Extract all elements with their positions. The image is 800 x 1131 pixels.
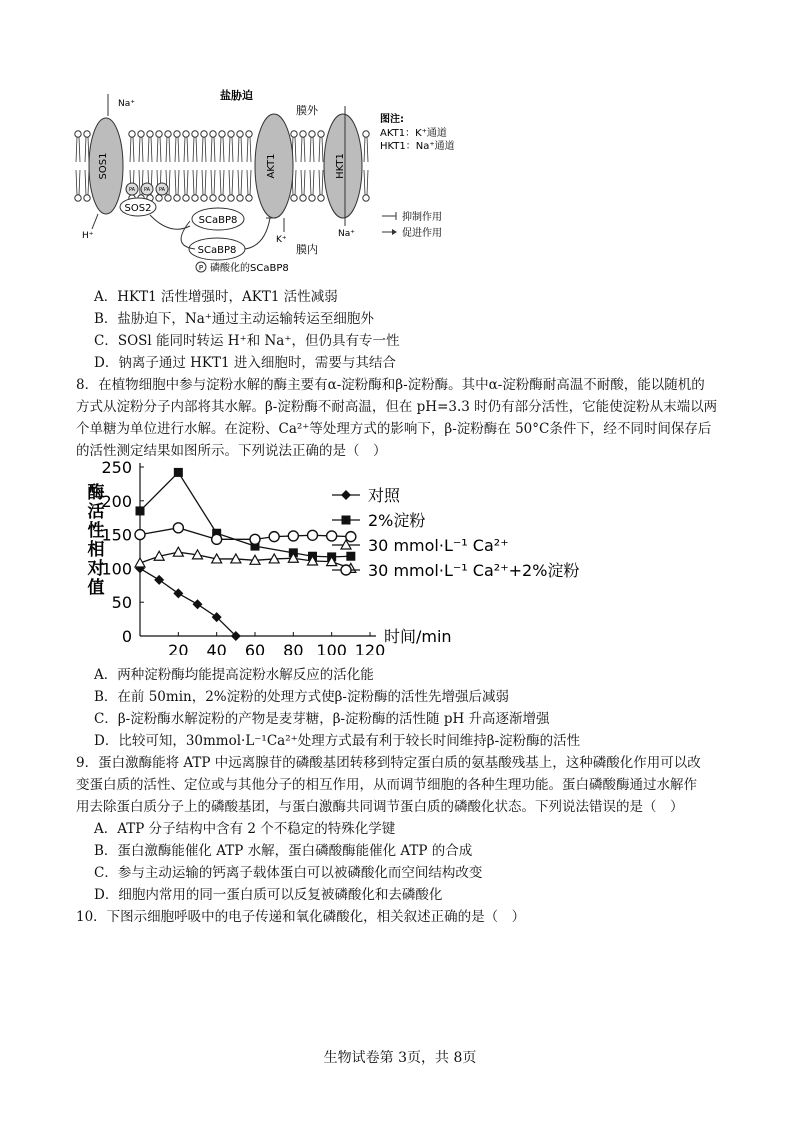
y-axis-label-char: 活 [87,502,105,522]
data-point [346,552,355,561]
q9-line-1: 9．蛋白激酶能将 ATP 中远离腺苷的磷酸基团转移到特定蛋白质的氨基酸残基上，这种磷酸化作用可以改 [76,755,701,771]
q10-stem: 10．下图示细胞呼吸中的电子传递和氧化磷酸化，相关叙述正确的是（ ） [76,909,526,925]
q8-option-d: D．比较可知，30mmol·L⁻¹Ca²⁺处理方式最有利于较长时间维持β-淀粉酶的活性 [94,733,581,749]
svg-text:Na⁺: Na⁺ [118,99,135,109]
legend-label: 对照 [368,486,401,505]
x-tick-label: 40 [206,641,227,655]
akt1-label: AKT1 [266,153,277,179]
series-line [140,528,351,539]
q8-line-2: 方式从淀粉分子内部将其水解。β-淀粉酶不耐高温，但在 pH=3.3 时仍有部分活性，它能使淀粉从末端以两 [76,399,718,415]
q9-line-2: 变蛋白质的活性、定位或与其他分子的相互作用，从而调节细胞的各种生理功能。蛋白磷酸酶通过水解作 [76,777,697,793]
series-line [140,568,236,636]
q9-line-3: 用去除蛋白质分子上的磷酸基团，与蛋白激酶共同调节蛋白质的磷酸化状态。下列说法错误的是（ ） [76,799,684,815]
x-tick-label: 120 [354,641,386,655]
data-point [327,531,337,541]
data-point [135,530,145,540]
x-tick-label: 60 [244,641,266,655]
legend-label: 30 mmol·L⁻¹ Ca²⁺ [368,536,509,555]
svg-text:H⁺: H⁺ [82,231,94,241]
phos-label: 磷酸化的SCaBP8 [210,263,289,274]
svg-text:SOS2: SOS2 [124,203,152,214]
svg-text:SCaBP8: SCaBP8 [198,215,238,226]
q7-option-d: D．钠离子通过 HKT1 进入细胞时，需要与其结合 [94,355,396,371]
y-tick-label: 0 [121,627,132,646]
q8-line-3: 个单糖为单位进行水解。在淀粉、Ca²⁺等处理方式的影响下，β-淀粉酶在 50°C条件下，经不同时间保存后 [76,421,712,437]
svg-text:图注:: 图注: [380,114,404,125]
q7-option-c: C．SOSl 能同时转运 H⁺和 Na⁺，但仍具有专一性 [94,333,400,349]
data-point [212,534,222,544]
svg-text:K⁺: K⁺ [276,235,287,245]
data-point [173,547,183,556]
svg-text:PA: PA [143,187,151,193]
q8-option-b: B．在前 50min，2%淀粉的处理方式使β-淀粉酶的活性先增强后减弱 [94,689,509,705]
y-tick-label: 50 [111,593,132,613]
page-footer: 生物试卷第 3页，共 8页 [323,1050,477,1066]
x-tick-label: 100 [316,641,347,655]
hkt1-label: HKT1 [335,153,346,179]
series-line [140,472,351,557]
q9-option-a: A．ATP 分子结构中含有 2 个不稳定的特殊化学键 [94,821,396,837]
data-point [288,531,298,541]
data-point [173,523,183,533]
data-point [269,532,279,542]
svg-text:PA: PA [128,187,136,193]
membrane-diagram [70,86,490,281]
q9-option-b: B．蛋白激酶能催化 ATP 水解，蛋白磷酸酶能催化 ATP 的合成 [94,843,473,859]
svg-text:SCaBP8: SCaBP8 [197,245,237,256]
svg-text:促进作用: 促进作用 [402,228,442,239]
sos1-label: SOS1 [98,152,109,180]
data-point [346,532,356,542]
svg-text:膜外: 膜外 [296,104,318,117]
svg-text:抑制作用: 抑制作用 [402,212,442,223]
y-axis-label-char: 相 [87,540,105,560]
svg-text:AKT1：K⁺通道: AKT1：K⁺通道 [380,128,447,139]
data-point [174,468,183,477]
y-tick-label: 150 [101,525,132,545]
series-line [140,552,351,568]
data-point [136,506,145,515]
data-point [250,534,260,544]
q8-line-1: 8．在植物细胞中参与淀粉水解的酶主要有α-淀粉酶和β-淀粉酶。其中α-淀粉酶耐高温不耐酸，能以随机的 [76,377,705,393]
q8-option-a: A．两种淀粉酶均能提高淀粉水解反应的活化能 [94,667,374,683]
enzyme-activity-chart [70,455,590,655]
data-point [173,588,183,598]
data-point [135,558,145,567]
legend-label: 2%淀粉 [368,511,426,530]
diagram-title: 盐胁迫 [220,89,253,102]
svg-text:HKT1：Na⁺通道: HKT1：Na⁺通道 [380,141,455,152]
x-tick-label: 80 [283,641,304,655]
q9-option-c: C．参与主动运输的钙离子载体蛋白可以被磷酸化而空间结构改变 [94,865,483,881]
y-tick-label: 250 [101,458,132,477]
x-axis-label: 时间/min [384,627,452,646]
data-point [193,599,203,609]
q8-line-4: 的活性测定结果如图所示。下列说法正确的是（ ） [76,443,387,459]
y-tick-label: 200 [101,491,132,511]
y-axis-label-char: 性 [87,521,105,541]
svg-text:Na⁺: Na⁺ [338,229,355,239]
x-tick-label: 20 [168,641,189,655]
y-axis-label-char: 酶 [87,483,105,503]
q8-option-c: C．β-淀粉酶水解淀粉的产物是麦芽糖，β-淀粉酶的活性随 pH 升高逐渐增强 [94,711,550,727]
legend-marker [342,516,351,525]
legend-label: 30 mmol·L⁻¹ Ca²⁺+2%淀粉 [368,561,580,580]
y-tick-label: 100 [101,559,132,579]
svg-text:膜内: 膜内 [296,243,318,256]
y-axis-label-char: 对 [87,559,105,579]
legend-marker [341,565,351,575]
y-axis-label-char: 值 [87,578,105,598]
svg-text:PA: PA [158,187,166,193]
legend-marker [341,490,351,500]
q9-option-d: D．细胞内常用的同一蛋白质可以反复被磷酸化和去磷酸化 [94,887,443,903]
q7-option-b: B．盐胁迫下，Na⁺通过主动运输转运至细胞外 [94,311,374,327]
data-point [154,575,164,585]
q7-option-a: A．HKT1 活性增强时，AKT1 活性减弱 [94,289,338,305]
svg-text:P: P [198,264,204,272]
data-point [308,530,318,540]
